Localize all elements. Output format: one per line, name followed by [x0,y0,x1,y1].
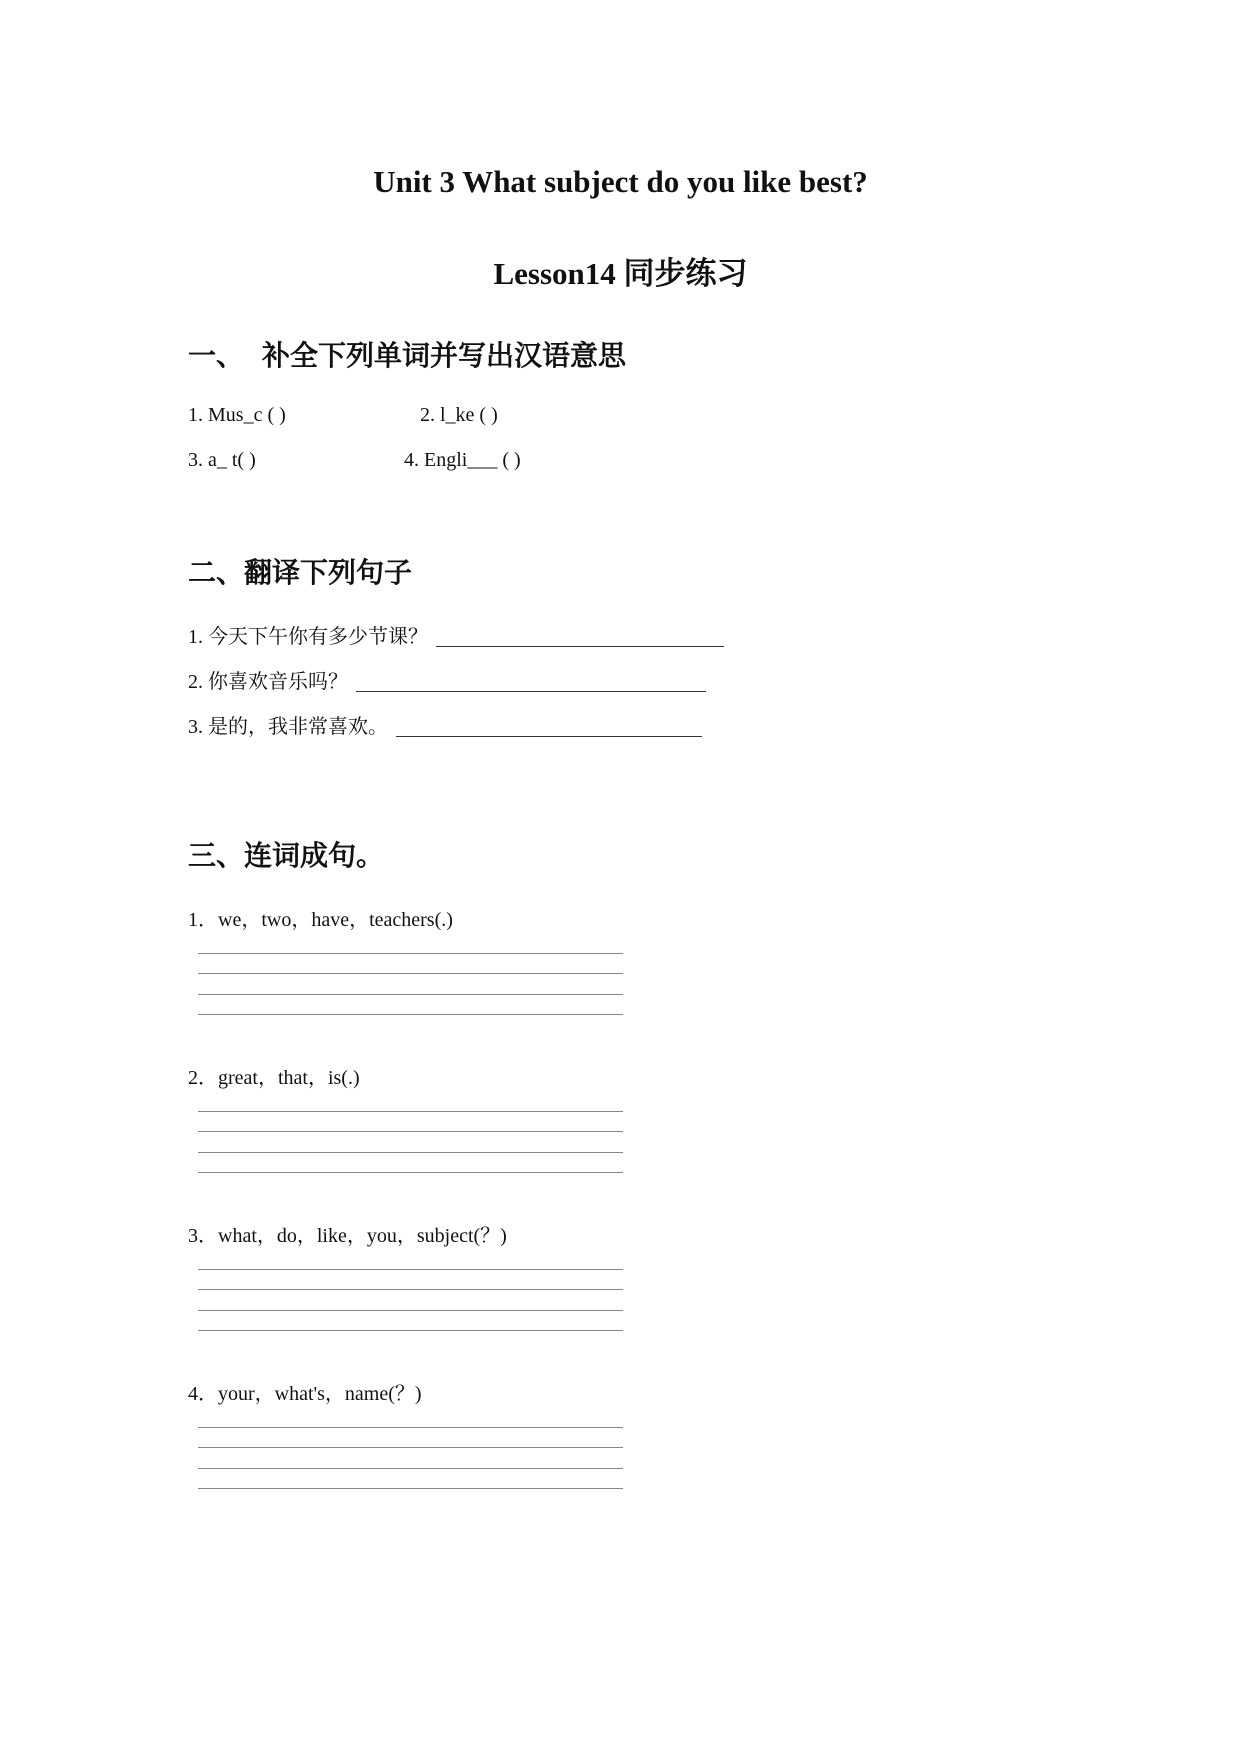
sentence-item-1: 1．we，two，have，teachers(.) [188,909,453,931]
sentence-item-4: 4．your，what's，name(？) [188,1383,422,1405]
word-item-2: 2. l_ke ( ) [420,404,498,426]
page-subtitle: Lesson14 同步练习 [493,256,748,291]
word-item-3: 3. a_ t( ) [188,449,256,471]
answer-blank[interactable] [356,673,706,692]
translate-item-number: 1. [188,626,203,648]
sentence-item-2: 2．great，that，is(.) [188,1067,360,1089]
translate-item-number: 2. [188,671,203,693]
sentence-item-3: 3．what，do，like，you，subject(？) [188,1225,507,1247]
translate-item-text: 是的，我非常喜欢。 [208,714,388,738]
section-1-title: 补全下列单词并写出汉语意思 [262,339,627,372]
translate-item-3 [188,710,702,739]
word-item-1: 1. Mus_c ( ) [188,404,286,426]
translate-item-number: 3. [188,716,203,738]
page-title: Unit 3 What subject do you like best? [373,164,868,199]
answer-blank[interactable] [396,718,702,737]
section-1-heading [188,334,626,374]
section-1-number: 一、 [188,339,245,372]
word-item-4: 4. Engli___ ( ) [404,449,521,471]
translate-item-text: 今天下午你有多少节课？ [208,624,428,648]
answer-blank[interactable] [436,628,724,647]
translate-item-2 [188,665,706,694]
section-3-heading: 三、连词成句。 [188,839,385,872]
section-2-heading: 二、翻译下列句子 [188,556,413,589]
translate-item-1 [188,620,724,649]
translate-item-text: 你喜欢音乐吗？ [208,669,348,693]
